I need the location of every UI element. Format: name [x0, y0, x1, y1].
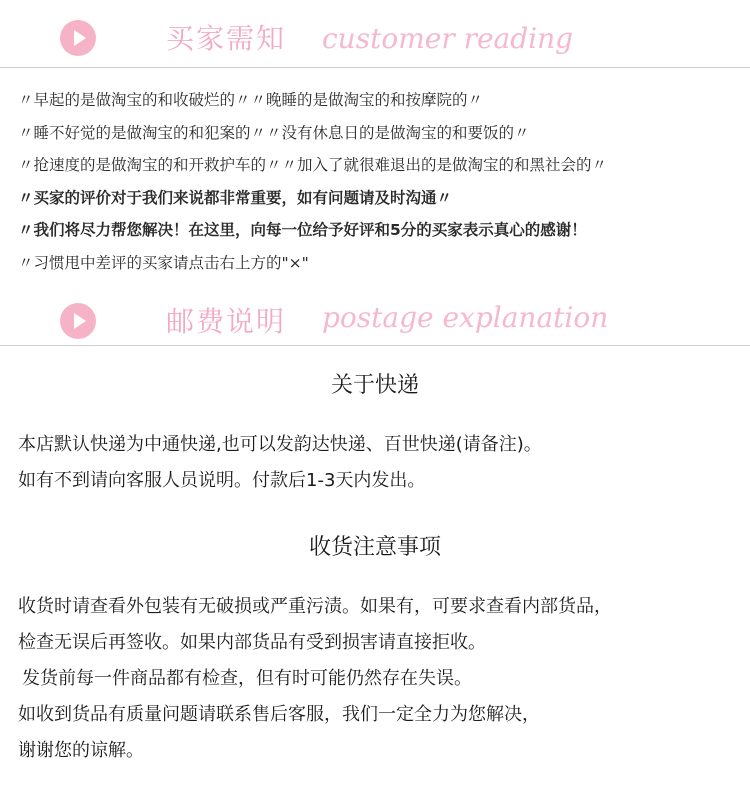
- express-line: 如有不到请向客服人员说明。付款后1-3天内发出。: [18, 470, 426, 491]
- receipt-line: 收货时请查看外包装有无破损或严重污渍。如果有，可要求查看内部货品，: [18, 596, 612, 617]
- section-title-cn: 邮费说明: [166, 305, 287, 338]
- divider: [0, 67, 750, 68]
- receipt-info: [18, 589, 743, 769]
- receipt-line: 谢谢您的谅解。: [18, 740, 144, 761]
- play-icon: [60, 303, 96, 339]
- notice-line: 〃买家的评价对于我们来说都非常重要，如有问题请及时沟通〃: [18, 188, 453, 207]
- express-info: [18, 427, 743, 499]
- buyer-notice-list: [18, 84, 738, 279]
- play-icon: [60, 20, 96, 56]
- notice-line: 〃抢速度的是做淘宝的和开救护车的〃〃加入了就很难退出的是做淘宝的和黑社会的〃: [18, 156, 608, 174]
- notice-line: 〃睡不好觉的是做淘宝的和犯案的〃〃没有休息日的是做淘宝的和要饭的〃: [18, 123, 530, 142]
- express-line: 本店默认快递为中通快递,也可以发韵达快递、百世快递(请备注)。: [18, 434, 542, 455]
- receipt-line: 发货前每一件商品都有检查，但有时可能仍然存在失误。: [22, 668, 472, 689]
- section-title-en: customer reading: [322, 22, 574, 55]
- notice-line: 〃习惯甩中差评的买家请点击右上方的"×": [18, 253, 309, 272]
- postage-explanation-header: [0, 283, 750, 353]
- notice-line: 〃我们将尽力帮您解决！在这里，向每一位给予好评和5分的买家表示真心的感谢！: [18, 221, 587, 239]
- notice-line: 〃早起的是做淘宝的和收破烂的〃〃晚睡的是做淘宝的和按摩院的〃: [18, 91, 484, 109]
- customer-reading-header: [0, 0, 750, 70]
- receipt-line: 检查无误后再签收。如果内部货品有受到损害请直接拒收。: [18, 632, 486, 653]
- receipt-line: 如收到货品有质量问题请联系售后客服，我们一定全力为您解决，: [18, 704, 540, 725]
- section-title-en: postage explanation: [322, 301, 609, 334]
- divider: [0, 345, 750, 346]
- section-title-cn: 买家需知: [166, 22, 287, 55]
- receipt-title: 收货注意事项: [308, 535, 441, 560]
- express-title: 关于快递: [330, 373, 419, 398]
